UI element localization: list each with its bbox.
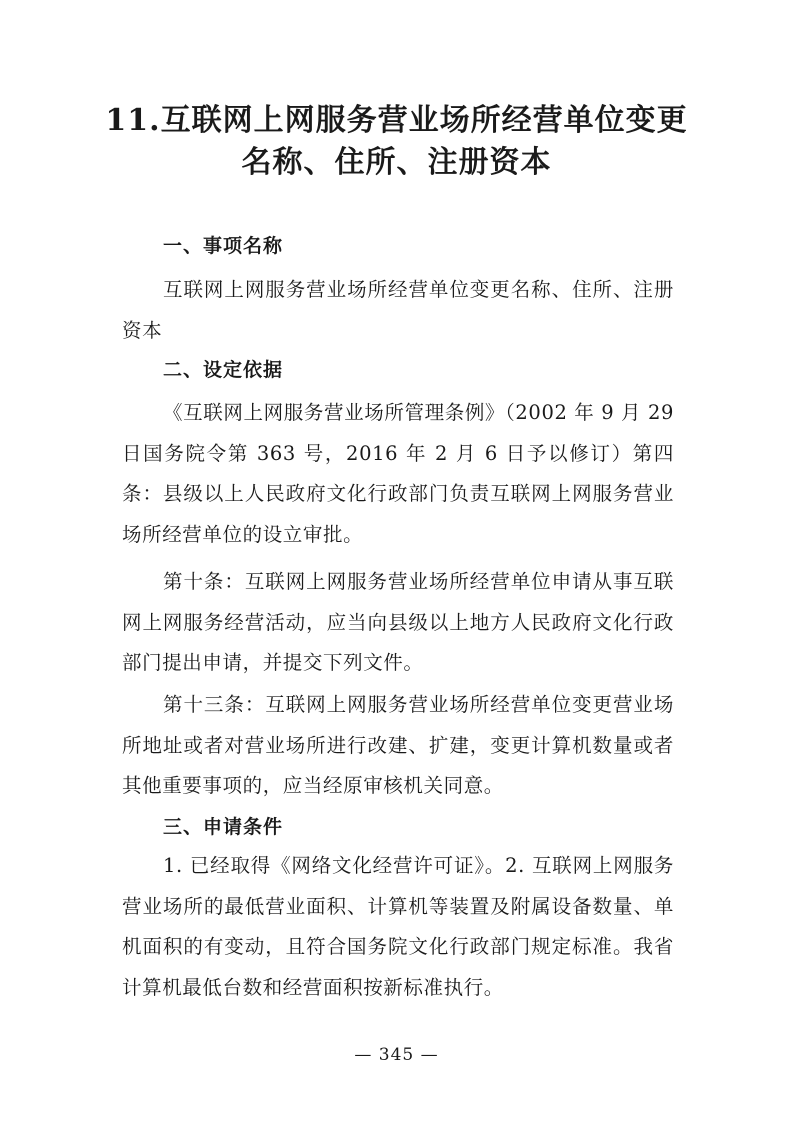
document-title-line-1: 11.互联网上网服务营业场所经营单位变更 <box>105 103 688 138</box>
basis-paragraph-2: 第十条：互联网上网服务营业场所经营单位申请从事互联网上网服务经营活动，应当向县级以上地方人民政府文化行政部门提出申请，并提交下列文件。 <box>122 570 674 675</box>
conditions-paragraph: 1. 已经取得《网络文化经营许可证》。2. 互联网上网服务营业场所的最低营业面积、计算机等装置及附属设备数量、单机面积的有变动，且符合国务院文化行政部门规定标准。我省计算机最低台数和经营面积按新标准执行。 <box>122 854 674 999</box>
document-title-line-2: 名称、住所、注册资本 <box>241 145 552 180</box>
page-number: — 345 — <box>354 1045 439 1065</box>
section-heading-conditions: 三、申请条件 <box>163 816 284 838</box>
basis-paragraph-1: 《互联网上网服务营业场所管理条例》（2002 年 9 月 29 日国务院令第 363 号，2016 年 2 月 6 日予以修订）第四条：县级以上人民政府文化行政部门负责互联网上网服务营业场所经营单位的设立审批。 <box>122 401 674 546</box>
section-heading-basis: 二、设定依据 <box>163 359 284 381</box>
section-heading-item-name: 一、事项名称 <box>163 235 284 257</box>
item-name-paragraph: 互联网上网服务营业场所经营单位变更名称、住所、注册资本 <box>122 278 674 342</box>
basis-paragraph-3: 第十三条：互联网上网服务营业场所经营单位变更营业场所地址或者对营业场所进行改建、扩建，变更计算机数量或者其他重要事项的，应当经原审核机关同意。 <box>122 693 674 798</box>
